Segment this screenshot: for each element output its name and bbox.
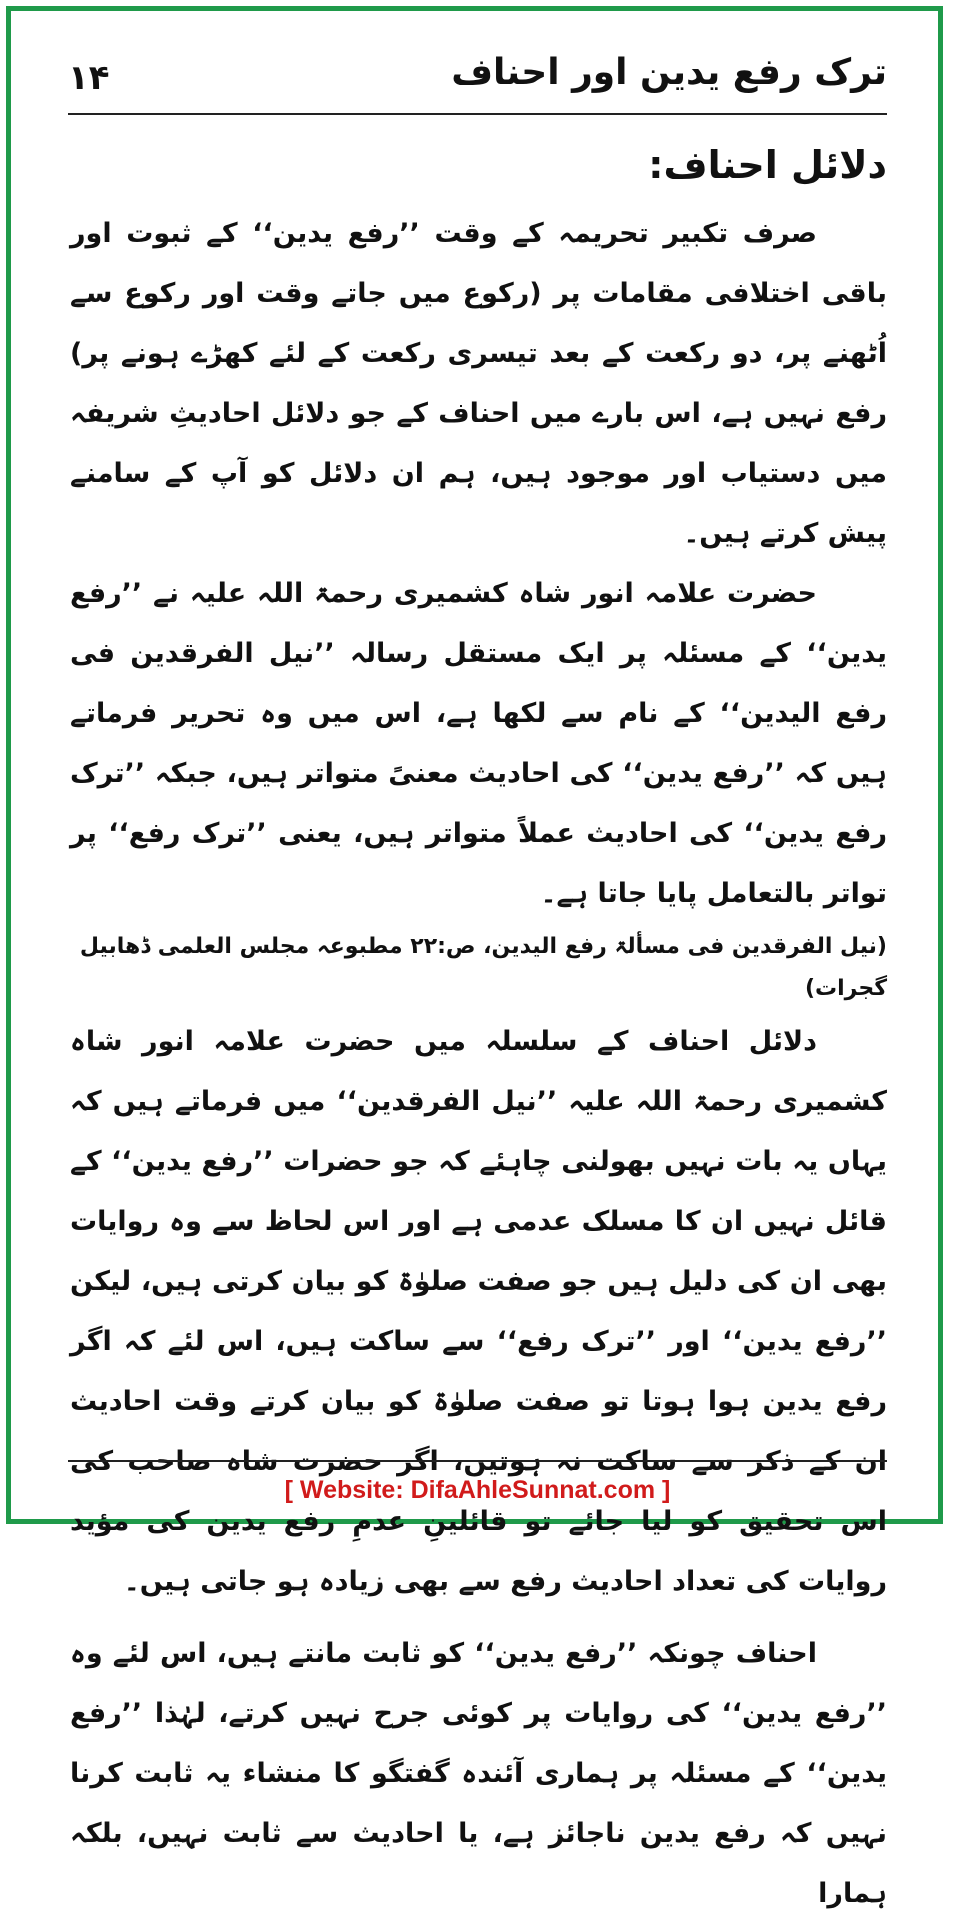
footer-divider: [68, 1460, 887, 1462]
website-link[interactable]: [ Website: DifaAhleSunnat.com ]: [284, 1476, 671, 1504]
page-number: ۱۴: [68, 58, 110, 98]
book-title: ترک رفع یدین اور احناف: [451, 52, 887, 93]
citation: (نیل الفرقدین فی مسألۃ رفع الیدین، ص:۲۲ مطبوعہ مجلس العلمی ڈھابیل گجرات): [79, 934, 887, 1001]
section-heading: دلائل احناف:: [648, 143, 887, 187]
paragraph-3: دلائل احناف کے سلسلہ میں حضرت علامہ انور شاہ کشمیری رحمۃ اللہ علیہ ’’نیل الفرقدین‘‘ میں فرماتے ہیں کہ یہاں یہ بات نہیں بھولنی چاہئے کہ جو حضرات ’’رفع یدین‘‘ کے قائل نہیں ان کا مسلک عدمی ہے اور اس لحاظ سے وہ روایات بھی ان کی دلیل ہیں جو صفت صلوٰۃ کو بیان کرتی ہیں، لیکن ’’رفع یدین‘‘ اور ’’ترک رفع‘‘ سے ساکت ہیں، اس لئے کہ اگر رفع یدین ہوا ہوتا تو صفت صلوٰۃ کو بیان کرتے وقت احادیث ان کے ذکر سے ساکت نہ ہوتیں، اگر حضرت شاہ صاحب کی اس تحقیق کو لیا جائے تو قائلینِ عدمِ رفع یدین کی مؤید روایات کی تعداد احادیث رفع سے بھی زیادہ ہو جاتی ہیں۔: [70, 1026, 887, 1597]
paragraph-2: حضرت علامہ انور شاہ کشمیری رحمۃ اللہ علیہ نے ’’رفع یدین‘‘ کے مسئلہ پر ایک مستقل رسالہ ’’نیل الفرقدین فی رفع الیدین‘‘ کے نام سے لکھا ہے، اس میں وہ تحریر فرماتے ہیں کہ ’’رفع یدین‘‘ کی احادیث معنیً متواتر ہیں، جبکہ ’’ترک رفع یدین‘‘ کی احادیث عملاً متواتر ہیں، یعنی ’’ترک رفع‘‘ پر تواتر بالتعامل پایا جاتا ہے۔: [70, 578, 887, 909]
header-divider: [68, 113, 887, 115]
paragraph-1: صرف تکبیر تحریمہ کے وقت ’’رفع یدین‘‘ کے ثبوت اور باقی اختلافی مقامات پر (رکوع میں جاتے وقت اور رکوع سے اُٹھنے پر، دو رکعت کے بعد تیسری رکعت کے لئے کھڑے ہونے پر) رفع نہیں ہے، اس بارے میں احناف کے جو دلائل احادیثِ شریفہ میں دستیاب اور موجود ہیں، ہم ان دلائل کو آپ کے سامنے پیش کرتے ہیں۔: [70, 218, 887, 549]
page-body: [70, 140, 887, 1924]
page-header: [68, 52, 887, 108]
paragraph-4: احناف چونکہ ’’رفع یدین‘‘ کو ثابت مانتے ہیں، اس لئے وہ ’’رفع یدین‘‘ کی روایات پر کوئی جرح نہیں کرتے، لہٰذا ’’رفع یدین‘‘ کے مسئلہ پر ہماری آئندہ گفتگو کا منشاء یہ ثابت کرنا نہیں کہ رفع یدین ناجائز ہے، یا احادیث سے ثابت نہیں، بلکہ ہمارا: [70, 1638, 887, 1909]
